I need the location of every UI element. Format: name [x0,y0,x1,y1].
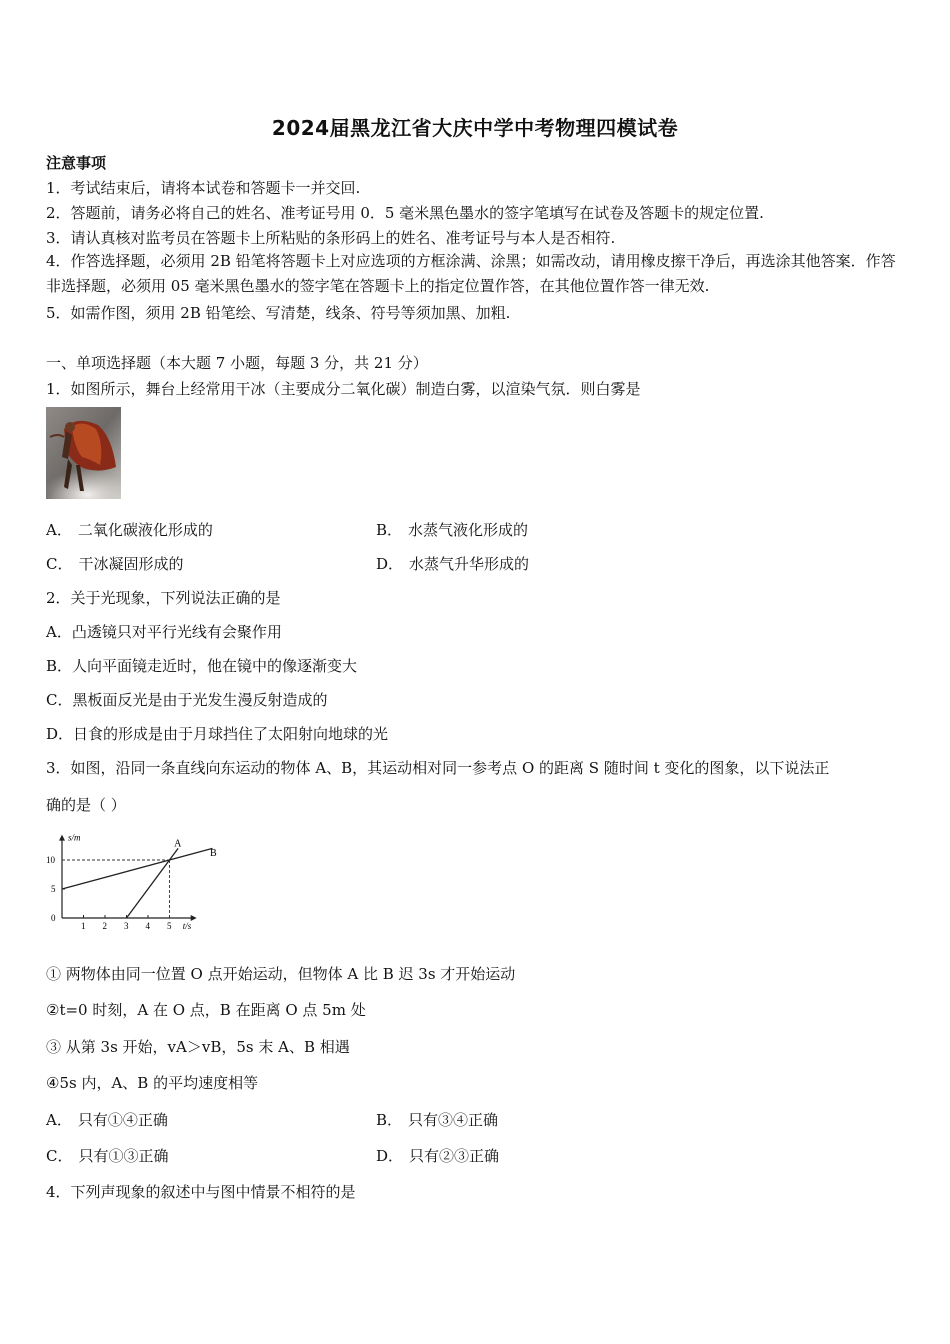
notice-item: 5．如需作图，须用 2B 铅笔绘、写清楚，线条、符号等须加黑、加粗. [46,304,511,322]
x-tick-label: 2 [102,921,107,931]
y-axis-label: s/m [68,832,81,843]
option-c: C．黑板面反光是由于光发生漫反射造成的 [46,691,328,709]
x-tick-label: 4 [145,921,150,931]
option-d: D． 只有②③正确 [376,1147,500,1165]
series-label-b: B [210,848,217,859]
section-heading: 一、单项选择题（本大题 7 小题，每题 3 分，共 21 分） [46,354,428,372]
option-d: D． 水蒸气升华形成的 [376,555,530,573]
question-stem: 1．如图所示，舞台上经常用干冰（主要成分二氧化碳）制造白雾，以渲染气氛．则白雾是 [46,380,641,398]
statement-3: ③ 从第 3s 开始，vA＞vB，5s 末 A、B 相遇 [46,1038,350,1056]
option-b: B． 只有③④正确 [376,1111,499,1129]
question-stem-continued: 确的是（ ） [46,796,126,814]
notice-item: 1．考试结束后，请将本试卷和答题卡一并交回. [46,179,361,197]
statement-2: ②t=0 时刻，A 在 O 点，B 在距离 O 点 5m 处 [46,1001,366,1019]
notice-item: 2．答题前，请务必将自己的姓名、准考证号用 0．5 毫米黑色墨水的签字笔填写在试卷及答题卡的规定位置. [46,204,764,222]
option-a: A． 只有①④正确 [46,1111,168,1129]
series-label-a: A [174,838,182,850]
notice-item: 3．请认真核对监考员在答题卡上所粘贴的条形码上的姓名、准考证号与本人是否相符. [46,229,616,247]
notice-item: 4．作答选择题，必须用 2B 铅笔将答题卡上对应选项的方框涂满、涂黑；如需改动，请用橡皮擦干净后，再选涂其他答案．作答非选择题，必须用 05 毫米黑色墨水的签字笔在答题卡上的指定位置作答，在其他位置作答一律无效. [46,252,896,295]
y-tick-label: 0 [51,913,56,923]
series-line-a [127,848,179,918]
statement-4: ④5s 内，A、B 的平均速度相等 [46,1074,259,1092]
y-tick-label: 5 [51,884,56,894]
notice-heading: 注意事项 [46,154,107,172]
y-tick-label: 10 [46,855,55,865]
x-axis-arrow [191,915,197,921]
series-line-b [62,848,213,889]
option-b: B．人向平面镜走近时，他在镜中的像逐渐变大 [46,657,358,675]
question-stem: 2．关于光现象，下列说法正确的是 [46,589,281,607]
option-b: B． 水蒸气液化形成的 [376,521,529,539]
option-c: C． 干冰凝固形成的 [46,555,184,573]
x-tick-label: 5 [167,921,172,931]
option-a: A． 二氧化碳液化形成的 [46,521,213,539]
page-title: 2024届黑龙江省大庆中学中考物理四模试卷 [271,116,679,140]
question-stem: 3．如图，沿同一条直线向东运动的物体 A、B，其运动相对同一参考点 O 的距离 S 随时间 t 变化的图象，以下说法正 [46,759,830,777]
stage-fog-photo [46,407,121,499]
option-a: A．凸透镜只对平行光线有会聚作用 [46,623,282,641]
question-stem: 4．下列声现象的叙述中与图中情景不相符的是 [46,1183,356,1201]
y-axis-arrow [59,835,65,841]
option-d: D．日食的形成是由于月球挡住了太阳射向地球的光 [46,725,389,743]
x-tick-label: 3 [124,921,129,931]
x-axis-label: t/s [182,921,192,931]
option-c: C． 只有①③正确 [46,1147,169,1165]
distance-time-chart [38,826,228,938]
x-tick-label: 1 [81,921,86,931]
statement-1: ① 两物体由同一位置 O 点开始运动，但物体 A 比 B 迟 3s 才开始运动 [46,965,516,983]
